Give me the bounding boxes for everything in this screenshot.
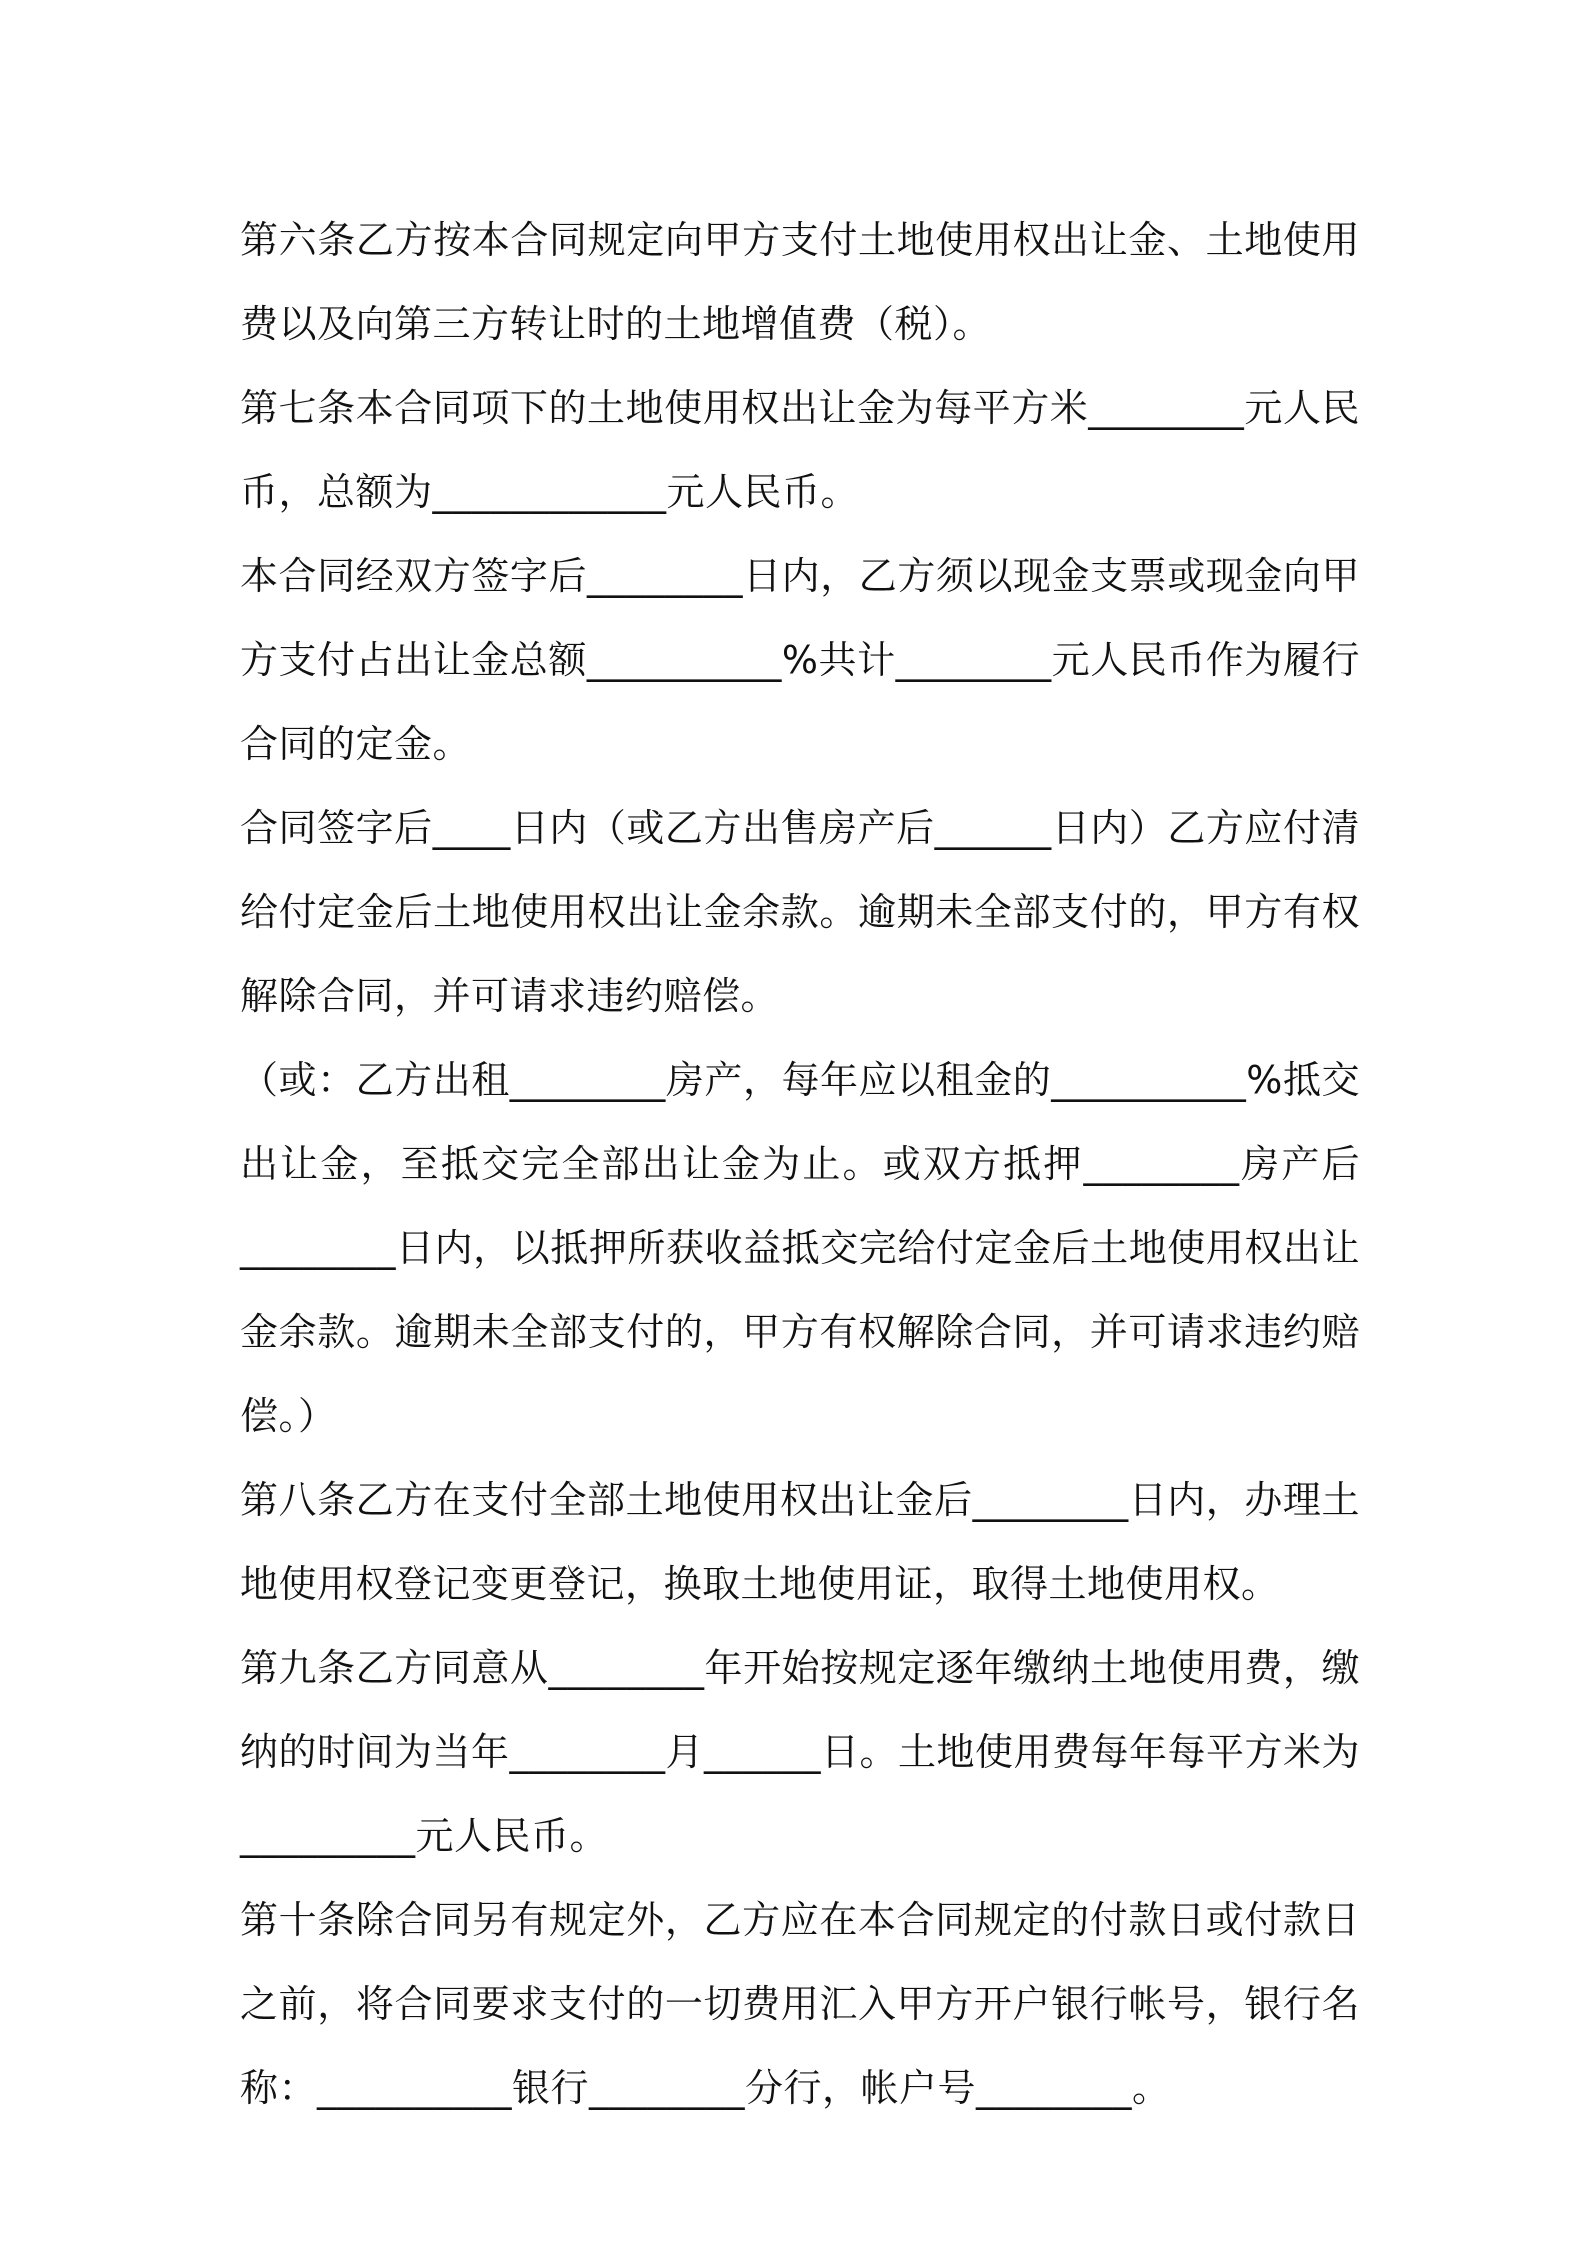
- paragraph-article-7: 第七条本合同项下的土地使用权出让金为每平方米________元人民币，总额为____________元人民币。: [240, 386, 1360, 514]
- paragraph-alternative-payment: （或：乙方出租________房产，每年应以租金的__________%抵交出让金，至抵交完全部出让金为止。或双方抵押________房产后________日内，以抵押所获收益抵交完给付定金后土地使用权出让金余款。逾期未全部支付的，甲方有权解除合同，并可请求违约赔偿。）: [240, 1058, 1360, 1438]
- paragraph-article-6: 第六条乙方按本合同规定向甲方支付土地使用权出让金、土地使用费以及向第三方转让时的土地增值费（税）。: [240, 218, 1360, 346]
- document-body: [240, 198, 1360, 2130]
- paragraph-article-9: 第九条乙方同意从________年开始按规定逐年缴纳土地使用费，缴纳的时间为当年________月______日。土地使用费每年每平方米为_________元人民币。: [240, 1646, 1361, 1858]
- paragraph-balance-payment: 合同签字后____日内（或乙方出售房产后______日内）乙方应付清给付定金后土地使用权出让金余款。逾期未全部支付的，甲方有权解除合同，并可请求违约赔偿。: [240, 806, 1360, 1018]
- paragraph-deposit: 本合同经双方签字后________日内，乙方须以现金支票或现金向甲方支付占出让金总额__________%共计________元人民币作为履行合同的定金。: [240, 554, 1360, 766]
- paragraph-article-8: 第八条乙方在支付全部土地使用权出让金后________日内，办理土地使用权登记变更登记，换取土地使用证，取得土地使用权。: [240, 1478, 1360, 1606]
- paragraph-article-10: 第十条除合同另有规定外，乙方应在本合同规定的付款日或付款日之前，将合同要求支付的一切费用汇入甲方开户银行帐号，银行名称：__________银行________分行，帐户号________。: [240, 1898, 1360, 2110]
